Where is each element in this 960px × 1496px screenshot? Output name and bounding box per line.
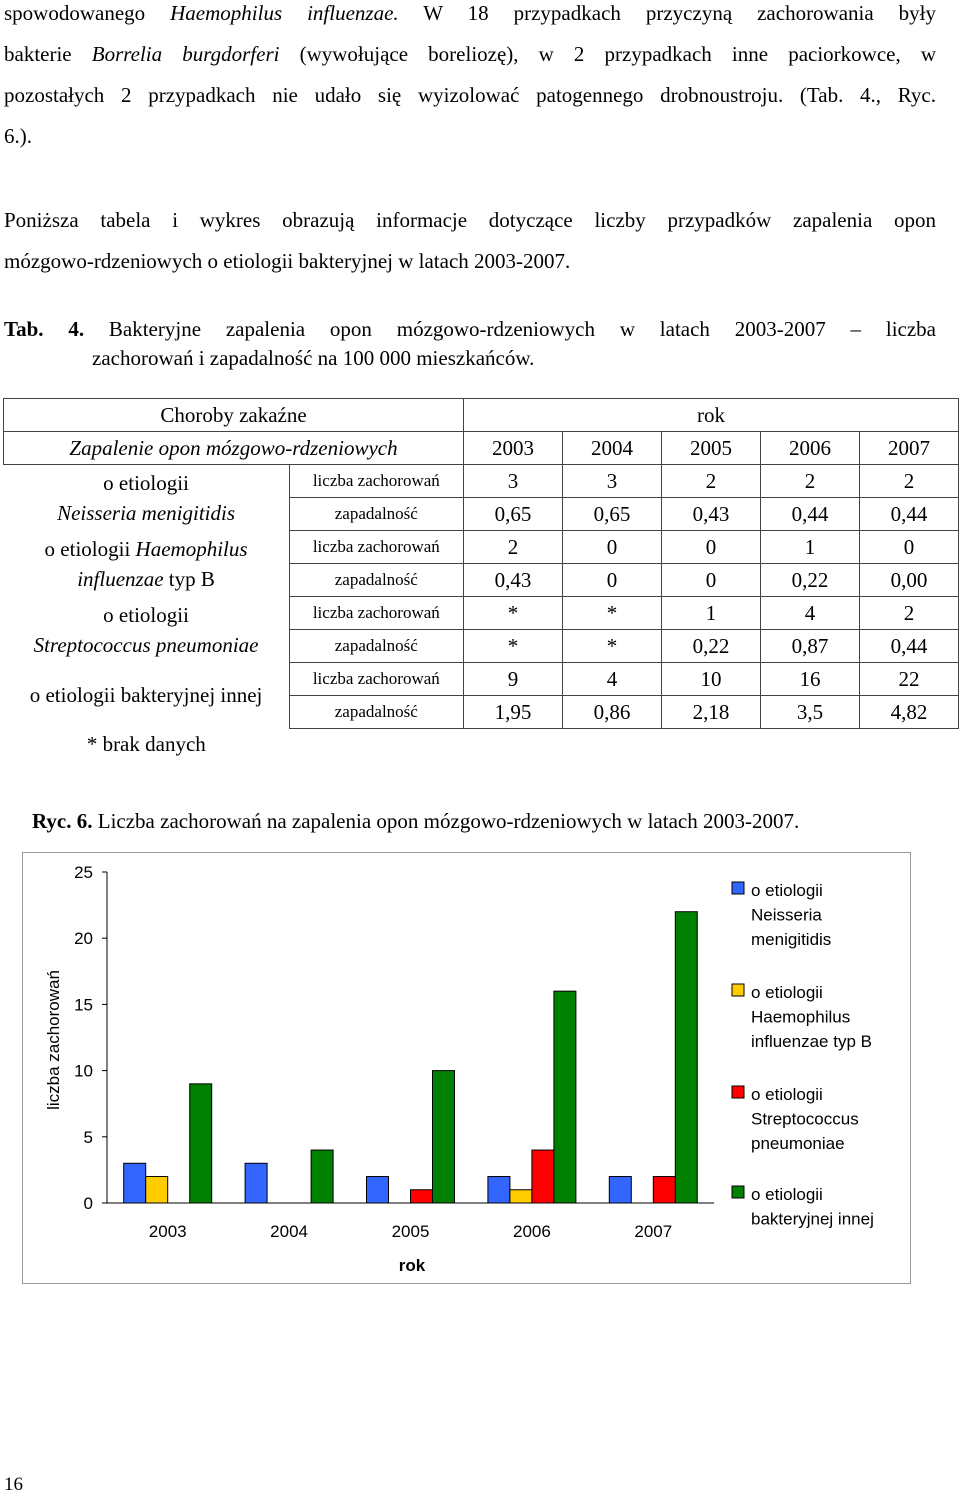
x-tick-label: 2003 [148, 1222, 187, 1241]
row-label: zapadalność [289, 630, 463, 663]
table-cell: 2 [860, 465, 959, 498]
table-caption: Tab. 4. Bakteryjne zapalenia opon mózgowo-rdzeniowych w latach 2003-2007 – liczba [4, 317, 936, 341]
bar [433, 1071, 455, 1203]
bar [190, 1084, 212, 1203]
bar [146, 1177, 168, 1203]
table-cell: 0,22 [761, 564, 860, 597]
table-cell: 9 [464, 663, 563, 696]
table-cell: 2 [662, 465, 761, 498]
table-cell: 4 [761, 597, 860, 630]
page-number: 16 [4, 1474, 23, 1495]
legend-label: menigitidis [751, 930, 832, 949]
table-cell: 16 [761, 663, 860, 696]
table-cell: * [563, 597, 662, 630]
table-cell: 4 [563, 663, 662, 696]
x-tick-label: 2005 [391, 1222, 430, 1241]
bar [245, 1163, 267, 1203]
header-cell-diseases: Choroby zakaźne [4, 399, 464, 432]
table-cell: 3,5 [761, 696, 860, 729]
legend-label: Streptococcus [751, 1109, 859, 1129]
bar [124, 1163, 146, 1203]
table-cell: 1 [662, 597, 761, 630]
bar [367, 1177, 389, 1203]
paragraph-line: 6.). [4, 124, 32, 148]
legend-swatch [732, 882, 744, 894]
year-cell: 2003 [464, 432, 563, 465]
y-axis-title: liczba zachorowań [44, 970, 63, 1110]
paragraph-line: pozostałych 2 przypadkach nie udało się wyizolować patogennego drobnoustroju. (Tab. 4., Ryc. [4, 83, 936, 107]
legend-label: influenzae typ B [751, 1032, 872, 1051]
paragraph-line: spowodowanego Haemophilus influenzae. W 18 przypadkach przyczyną zachorowania były [4, 1, 937, 25]
year-cell: 2006 [761, 432, 860, 465]
group-name-cell: o etiologii Neisseria menigitidis [57, 470, 236, 525]
table-cell: 2 [860, 597, 959, 630]
paragraph-line: bakterie Borrelia burgdorferi (wywołujące boreliozę), w 2 przypadkach inne paciorkowce, w [4, 42, 936, 66]
table-cell: 2 [761, 465, 860, 498]
table-cell: 0,43 [662, 498, 761, 531]
bar [510, 1190, 532, 1203]
bar [554, 991, 576, 1203]
y-tick-label: 5 [83, 1127, 93, 1147]
table-cell: 22 [860, 663, 959, 696]
row-label: liczba zachorowań [289, 465, 463, 498]
table-cell: 0,44 [761, 498, 860, 531]
table-caption-line2: zachorowań i zapadalność na 100 000 mieszkańców. [92, 346, 535, 370]
bar [311, 1150, 333, 1203]
x-tick-label: 2007 [634, 1222, 673, 1241]
legend-swatch [732, 984, 744, 996]
table-cell: 1 [761, 531, 860, 564]
row-label: zapadalność [289, 564, 463, 597]
bar [411, 1190, 433, 1203]
table-cell: 2 [464, 531, 563, 564]
bar [532, 1150, 554, 1203]
header-cell-year: rok [464, 399, 959, 432]
table-cell: 0 [662, 531, 761, 564]
legend-label: o etiologii [751, 983, 823, 1002]
table-cell: 2,18 [662, 696, 761, 729]
paragraph-line: mózgowo-rdzeniowych o etiologii bakteryjnej w latach 2003-2007. [4, 249, 571, 273]
legend-label: o etiologii [751, 881, 823, 900]
table-cell: 0,22 [662, 630, 761, 663]
table-cell: 0,00 [860, 564, 959, 597]
bar [653, 1177, 675, 1203]
table-footnote: * brak danych [86, 732, 206, 757]
y-tick-label: 10 [74, 1061, 93, 1081]
table-cell: 10 [662, 663, 761, 696]
table-cell: 0,65 [464, 498, 563, 531]
table-cell: 3 [464, 465, 563, 498]
table-cell: 0,65 [563, 498, 662, 531]
x-tick-label: 2004 [270, 1222, 309, 1241]
table-cell: * [464, 597, 563, 630]
bar [609, 1177, 631, 1203]
group-name-cell: o etiologii bakteryjnej innej [29, 683, 263, 707]
row-label: zapadalność [289, 498, 463, 531]
legend-label: bakteryjnej innej [751, 1209, 874, 1229]
table-cell: 0,44 [860, 630, 959, 663]
table-cell: 0,86 [563, 696, 662, 729]
group-name-cell: o etiologii Streptococcus pneumoniae [33, 602, 259, 657]
year-cell: 2007 [860, 432, 959, 465]
table-cell: 0,43 [464, 564, 563, 597]
group-name-cell: o etiologii Haemophilus influenzae typ B [44, 536, 248, 591]
y-tick-label: 0 [83, 1194, 93, 1213]
row-label: liczba zachorowań [289, 663, 463, 696]
table-cell: 0 [662, 564, 761, 597]
table-cell: * [464, 630, 563, 663]
legend-label: Haemophilus [751, 1007, 851, 1027]
table-cell: * [563, 630, 662, 663]
table-cell: 4,82 [860, 696, 959, 729]
table-cell: 3 [563, 465, 662, 498]
y-tick-label: 25 [74, 863, 93, 882]
table-cell: 0 [563, 564, 662, 597]
table-cell: 0 [563, 531, 662, 564]
legend-label: Neisseria [751, 905, 822, 925]
bar [488, 1177, 510, 1203]
x-tick-label: 2006 [512, 1222, 551, 1241]
table-cell: 0,87 [761, 630, 860, 663]
figure-caption: Ryc. 6. Liczba zachorowań na zapalenia opon mózgowo-rdzeniowych w latach 2003-2007. [32, 809, 800, 833]
year-cell: 2005 [662, 432, 761, 465]
table-cell: 0 [860, 531, 959, 564]
legend-label: o etiologii [751, 1185, 823, 1204]
legend-swatch [732, 1186, 744, 1198]
y-tick-label: 15 [74, 995, 93, 1015]
y-tick-label: 20 [74, 929, 93, 949]
paragraph-line: Poniższa tabela i wykres obrazują informacje dotyczące liczby przypadków zapalenia opon [4, 208, 936, 232]
table-cell: 1,95 [464, 696, 563, 729]
row-label: zapadalność [289, 696, 463, 729]
legend-label: o etiologii [751, 1085, 823, 1104]
legend-label: pneumoniae [751, 1134, 845, 1153]
year-cell: 2004 [563, 432, 662, 465]
x-axis-title: rok [398, 1256, 426, 1275]
legend-swatch [732, 1086, 744, 1098]
table-cell: 0,44 [860, 498, 959, 531]
subheader-cell: Zapalenie opon mózgowo-rdzeniowych [4, 432, 464, 465]
bar [675, 912, 697, 1203]
row-label: liczba zachorowań [289, 531, 463, 564]
row-label: liczba zachorowań [289, 597, 463, 630]
